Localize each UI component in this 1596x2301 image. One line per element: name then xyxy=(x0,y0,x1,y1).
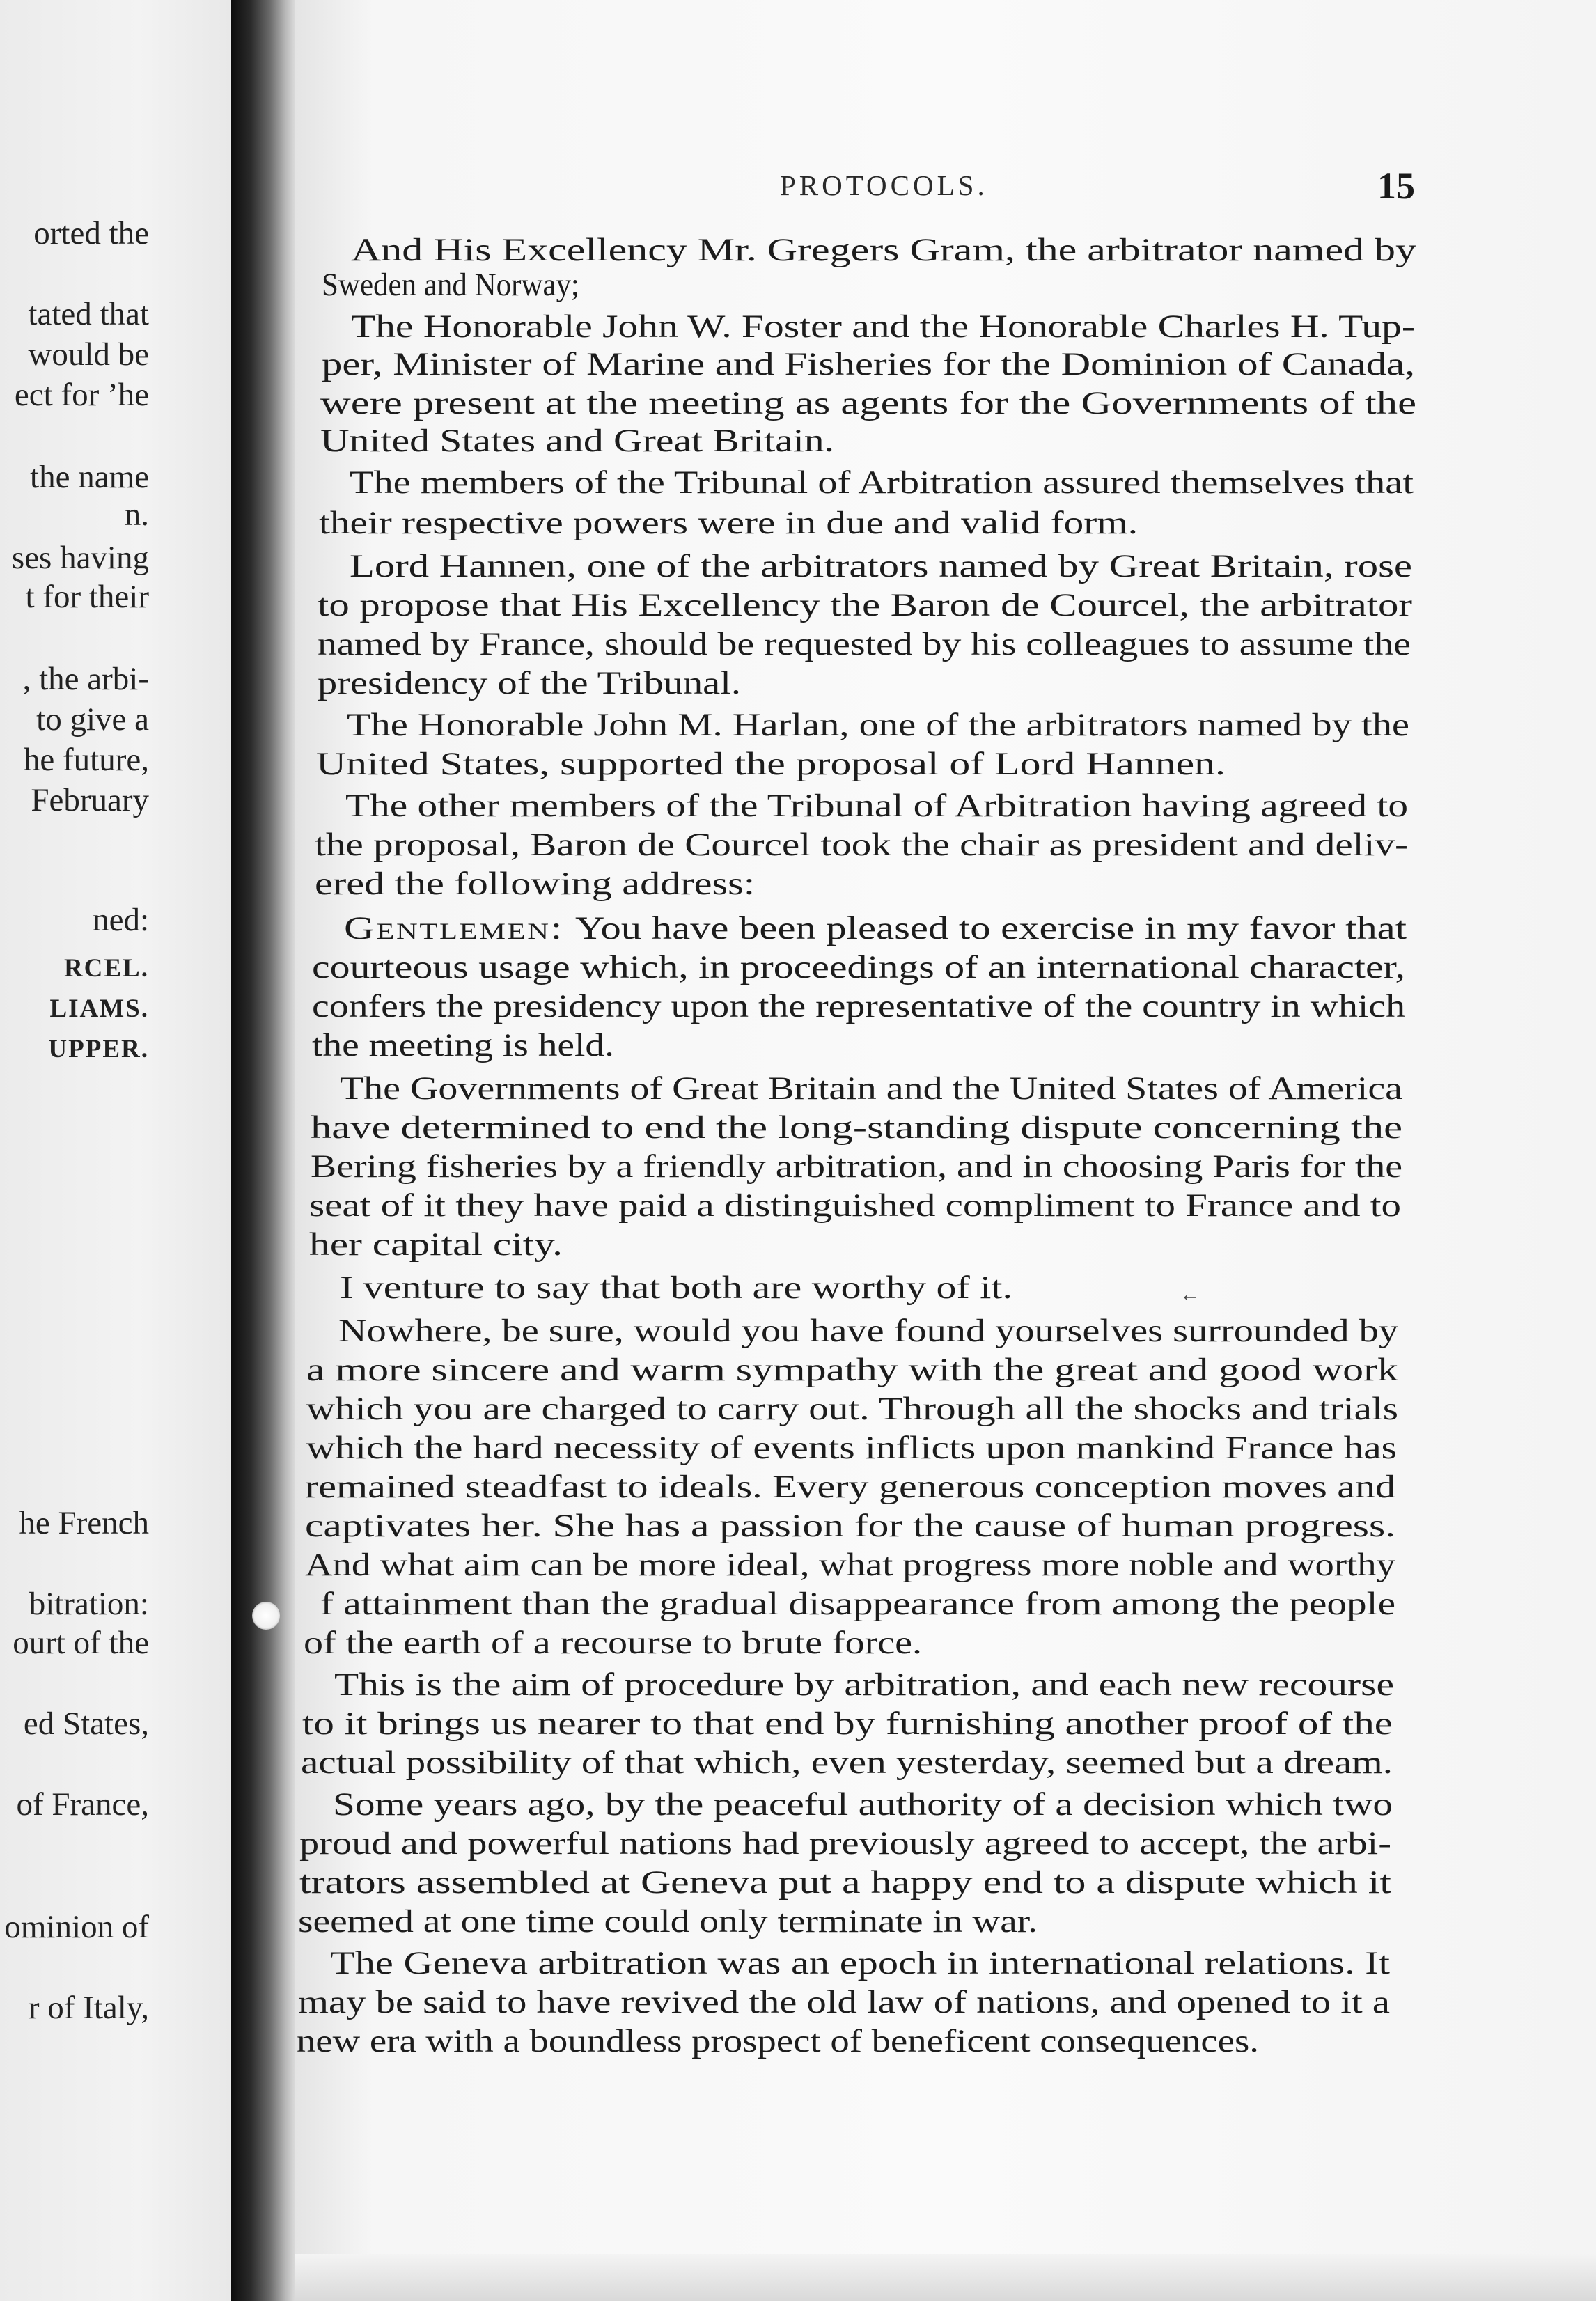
text-line: And His Excellency Mr. Gregers Gram, the arbitrator named by xyxy=(351,232,1416,268)
text-line: And what aim can be more ideal, what progress more noble and worthy xyxy=(305,1547,1395,1583)
text-line: Some years ago, by the peaceful authority of a decision which two xyxy=(333,1786,1393,1823)
text-line: per, Minister of Marine and Fisheries for the Dominion of Canada, xyxy=(322,346,1415,382)
left-page-line: orted the xyxy=(33,215,149,251)
page-bottom-edge xyxy=(295,2254,1596,2301)
paper-blemish xyxy=(252,1602,280,1630)
left-page-line: would be xyxy=(28,336,149,373)
left-page-signature: LIAMS. xyxy=(49,994,149,1023)
running-head: PROTOCOLS. xyxy=(780,169,988,201)
text-line: The Honorable John W. Foster and the Honorable Charles H. Tup- xyxy=(351,309,1415,345)
text-line: the meeting is held. xyxy=(312,1027,614,1063)
text-line: to it brings us nearer to that end by furnishing another proof of the xyxy=(302,1706,1393,1742)
left-page-line: he French xyxy=(19,1505,149,1541)
text-line: were present at the meeting as agents for the Governments of the xyxy=(320,385,1416,421)
text-line: You have been pleased to exercise in my favor that xyxy=(575,910,1407,946)
left-page-line: ominion of xyxy=(4,1909,149,1945)
text-line: new era with a boundless prospect of beneficent consequences. xyxy=(297,2023,1259,2059)
text-line: The Governments of Great Britain and the United States of America xyxy=(340,1070,1402,1107)
left-page-line: ned: xyxy=(93,902,149,938)
left-page-line: of France, xyxy=(16,1786,149,1823)
text-line: of the earth of a recourse to brute force. xyxy=(304,1625,922,1661)
text-line: Nowhere, be sure, would you have found yourselves surrounded by xyxy=(338,1313,1399,1349)
text-line: trators assembled at Geneva put a happy end to a dispute which it xyxy=(299,1864,1391,1901)
text-line: actual possibility of that which, even yesterday, seemed but a dream. xyxy=(301,1745,1393,1781)
left-page-line: t for their xyxy=(25,579,149,615)
salutation: Gentlemen: xyxy=(344,910,564,946)
text-line: Sweden and Norway; xyxy=(322,267,579,303)
left-page-line: ed States, xyxy=(23,1706,149,1742)
text-line: I venture to say that both are worthy of it. xyxy=(340,1270,1012,1306)
text-line: seemed at one time could only terminate in war. xyxy=(298,1903,1038,1940)
text-line: may be said to have revived the old law of nations, and opened to it a xyxy=(298,1984,1390,2020)
text-line: The Geneva arbitration was an epoch in international relations. It xyxy=(330,1945,1390,1981)
text-line: named by France, should be requested by his colleagues to assume the xyxy=(318,626,1411,662)
text-line: proud and powerful nations had previously agreed to accept, the arbi- xyxy=(299,1825,1391,1862)
text-line: The Honorable John M. Harlan, one of the arbitrators named by the xyxy=(347,707,1409,743)
left-page-line: he future, xyxy=(23,742,149,778)
text-line: United States and Great Britain. xyxy=(320,423,834,459)
left-page-line: bitration: xyxy=(29,1586,149,1622)
text-line: captivates her. She has a passion for the cause of human progress. xyxy=(305,1508,1395,1544)
text-line: remained steadfast to ideals. Every generous conception moves and xyxy=(305,1469,1395,1505)
text-line: a more sincere and warm sympathy with the great and good work xyxy=(306,1352,1398,1388)
left-page-line: the name xyxy=(30,459,149,495)
text-line: ered the following address: xyxy=(315,866,755,902)
text-line: courteous usage which, in proceedings of an international character, xyxy=(312,949,1405,985)
book-gutter xyxy=(231,0,295,2301)
text-line: This is the aim of procedure by arbitration, and each new recourse xyxy=(334,1667,1394,1703)
text-line: Lord Hannen, one of the arbitrators named by Great Britain, rose xyxy=(350,548,1412,584)
text-line: United States, supported the proposal of Lord Hannen. xyxy=(316,746,1226,782)
text-line: Bering fisheries by a friendly arbitration, and in choosing Paris for the xyxy=(311,1148,1402,1185)
text-line: have determined to end the long-standing dispute concerning the xyxy=(311,1109,1402,1146)
left-page-line: r of Italy, xyxy=(28,1990,149,2026)
text-line: The other members of the Tribunal of Arbitration having agreed to xyxy=(345,788,1408,824)
text-line: The members of the Tribunal of Arbitration assured themselves that xyxy=(350,465,1414,501)
stray-mark: ← xyxy=(1180,1283,1200,1306)
left-page-signature: RCEL. xyxy=(63,954,149,983)
left-page-signature: UPPER. xyxy=(48,1035,149,1063)
text-line: which the hard necessity of events inflicts upon mankind France has xyxy=(306,1430,1398,1466)
text-line: to propose that His Excellency the Baron de Courcel, the arbitrator xyxy=(318,587,1412,623)
left-page-line: , the arbi- xyxy=(22,661,149,697)
left-page-line: to give a xyxy=(36,701,149,738)
page-number: 15 xyxy=(1377,165,1415,207)
text-line: which you are charged to carry out. Through all the shocks and trials xyxy=(306,1391,1398,1427)
text-line: presidency of the Tribunal. xyxy=(318,665,741,701)
text-line: f attainment than the gradual disappearance from among the people xyxy=(320,1586,1395,1622)
left-page-line: n. xyxy=(124,497,149,533)
text-line: their respective powers were in due and valid form. xyxy=(319,505,1138,541)
text-line: seat of it they have paid a distinguished compliment to France and to xyxy=(309,1187,1401,1224)
left-page-line: ect for ’he xyxy=(14,377,149,413)
left-page xyxy=(0,0,231,2301)
left-page-line: ourt of the xyxy=(13,1625,149,1661)
left-page-line: ses having xyxy=(11,540,149,576)
text-line: confers the presidency upon the representative of the country in which xyxy=(312,988,1405,1024)
left-page-line: February xyxy=(31,782,149,818)
text-line: the proposal, Baron de Courcel took the chair as president and deliv- xyxy=(315,827,1408,863)
left-page-line: tated that xyxy=(28,296,149,332)
text-line: her capital city. xyxy=(309,1226,563,1263)
